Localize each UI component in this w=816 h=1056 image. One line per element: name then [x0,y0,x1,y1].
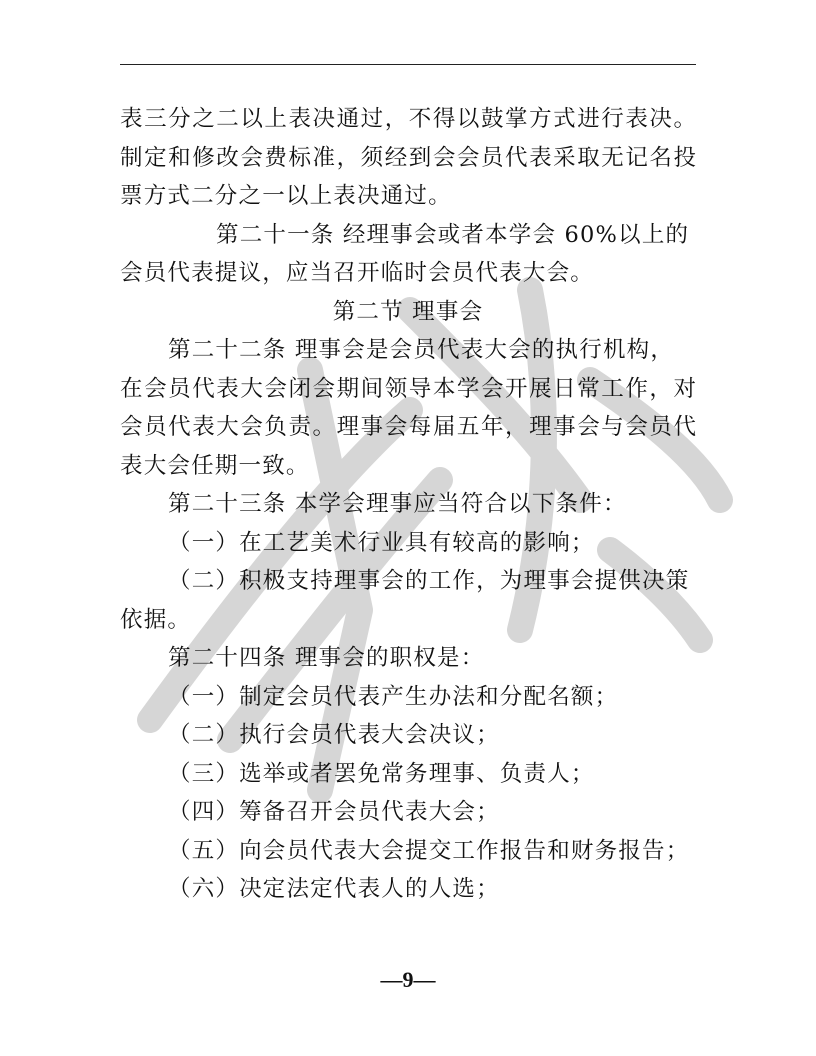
text-line: 会员代表大会负责。理事会每届五年，理事会与会员代 [120,414,696,440]
page-number: —9— [380,967,436,992]
text-line: 表大会任期一致。 [120,452,310,479]
list-item: （二）执行会员代表大会决议； [168,722,500,748]
list-item: （一）制定会员代表产生办法和分配名额； [168,683,619,710]
list-item: （一）在工艺美术行业具有较高的影响； [168,529,595,556]
article-22-heading: 第二十二条 理事会是会员代表大会的执行机构， [168,337,675,363]
list-item: （六）决定法定代表人的人选； [168,876,500,902]
text-line: 会员代表提议，应当召开临时会员代表大会。 [120,260,595,286]
text-line: 依据。 [120,606,192,633]
text-line: 制定和修改会费标准，须经到会会员代表采取无记名投 [120,144,696,171]
text-line: 票方式二分之一以上表决通过。 [120,183,452,209]
header-rule [120,64,696,65]
article-23-heading: 第二十三条 本学会理事应当符合以下条件： [168,491,627,517]
list-item: （二）积极支持理事会的工作，为理事会提供决策 [168,568,690,594]
list-item: （三）选举或者罢免常务理事、负责人； [168,760,595,787]
list-item: （五）向会员代表大会提交工作报告和财务报告； [168,837,690,864]
list-item: （四）筹备召开会员代表大会； [168,799,500,825]
section-title: 第二节 理事会 [332,298,484,325]
article-21-heading: 第二十一条 经理事会或者本学会 60%以上的 [216,221,690,248]
document-body [120,100,696,909]
article-24-heading: 第二十四条 理事会的职权是： [168,645,485,671]
text-line: 在会员代表大会闭会期间领导本学会开展日常工作，对 [120,375,696,402]
text-line: 表三分之二以上表决通过，不得以鼓掌方式进行表决。 [120,106,696,132]
